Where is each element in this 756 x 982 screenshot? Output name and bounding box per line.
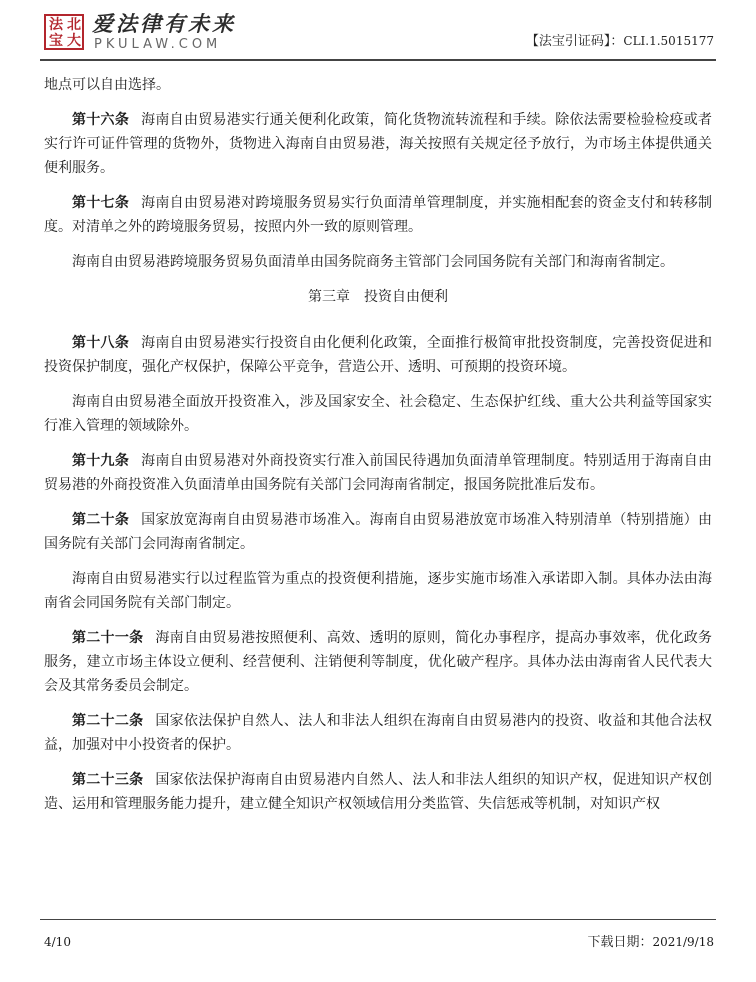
article-text: 海南自由贸易港对外商投资实行准入前国民待遇加负面清单管理制度。特别适用于海南自由贸易港的外商投资准入负面清单由国务院有关部门会同海南省制定，报国务院批准后发布。 <box>44 453 713 493</box>
article-number: 第十八条 <box>72 335 130 351</box>
seal-char: 宝 <box>49 33 63 49</box>
paragraph: 地点可以自由选择。 <box>44 77 170 93</box>
site-domain: PKULAW.COM <box>94 37 222 52</box>
header-divider <box>40 59 716 61</box>
article-20 <box>44 508 712 556</box>
article-19 <box>44 449 712 497</box>
paragraph: 海南自由贸易港实行以过程监管为重点的投资便利措施，逐步实施市场准入承诺即入制。具体办法由海南省会同国务院有关部门制定。 <box>44 571 712 611</box>
site-title: 爱法律有未来 <box>92 11 236 36</box>
page-header <box>0 0 756 60</box>
paragraph: 海南自由贸易港跨境服务贸易负面清单由国务院商务主管部门会同国务院有关部门和海南省制定。 <box>72 254 674 270</box>
download-date-value: 2021/9/18 <box>652 935 714 949</box>
article-number: 第二十一条 <box>72 630 144 646</box>
download-date <box>587 934 714 951</box>
article-17 <box>44 191 712 239</box>
article-text: 海南自由贸易港对跨境服务贸易实行负面清单管理制度，并实施相配套的资金支付和转移制度。对清单之外的跨境服务贸易，按照内外一致的原则管理。 <box>44 195 713 235</box>
seal-char: 大 <box>67 33 81 49</box>
document-body <box>44 73 712 827</box>
seal-char: 北 <box>67 17 81 33</box>
chapter-title: 投资自由便利 <box>364 289 448 305</box>
citation-code <box>526 33 714 50</box>
article-21 <box>44 626 712 698</box>
article-23 <box>44 768 712 816</box>
article-16 <box>44 108 712 180</box>
article-22 <box>44 709 712 757</box>
page-number: 4/10 <box>44 935 71 949</box>
article-number: 第十七条 <box>72 195 130 211</box>
article-18 <box>44 331 712 379</box>
article-number: 第二十三条 <box>72 772 144 788</box>
chapter-number: 第三章 <box>308 289 350 305</box>
article-number: 第十六条 <box>72 112 130 128</box>
citation-value: CLI.1.5015177 <box>623 34 714 48</box>
paragraph: 海南自由贸易港全面放开投资准入，涉及国家安全、社会稳定、生态保护红线、重大公共利益等国家实行准入管理的领域除外。 <box>44 394 712 434</box>
article-number: 第二十二条 <box>72 713 144 729</box>
chapter-heading <box>44 285 712 309</box>
article-text: 国家依法保护海南自由贸易港内自然人、法人和非法人组织的知识产权，促进知识产权创造、运用和管理服务能力提升，建立健全知识产权领域信用分类监管、失信惩戒等机制，对知识产权 <box>44 772 713 812</box>
article-text: 海南自由贸易港按照便利、高效、透明的原则，简化办事程序，提高办事效率，优化政务服务，建立市场主体设立便利、经营便利、注销便利等制度，优化破产程序。具体办法由海南省人民代表大会及其常务委员会制定。 <box>44 630 713 694</box>
article-number: 第二十条 <box>72 512 130 528</box>
download-date-label: 下载日期： <box>587 935 653 950</box>
citation-separator: ： <box>610 34 624 49</box>
article-text: 国家放宽海南自由贸易港市场准入。海南自由贸易港放宽市场准入特别清单（特别措施）由国务院有关部门会同海南省制定。 <box>44 512 713 552</box>
article-text: 海南自由贸易港实行投资自由化便利化政策，全面推行极简审批投资制度，完善投资促进和投资保护制度，强化产权保护，保障公平竞争，营造公开、透明、可预期的投资环境。 <box>44 335 713 375</box>
seal-char: 法 <box>49 17 63 33</box>
citation-label: 【法宝引证码】 <box>525 34 611 49</box>
footer-divider <box>40 919 716 920</box>
article-number: 第十九条 <box>72 453 130 469</box>
pkulaw-seal-logo <box>44 14 84 50</box>
article-text: 海南自由贸易港实行通关便利化政策，简化货物流转流程和手续。除依法需要检验检疫或者实行许可证件管理的货物外，货物进入海南自由贸易港，海关按照有关规定径予放行，为市场主体提供通关便利服务。 <box>44 112 713 176</box>
article-text: 国家依法保护自然人、法人和非法人组织在海南自由贸易港内的投资、收益和其他合法权益，加强对中小投资者的保护。 <box>44 713 713 753</box>
